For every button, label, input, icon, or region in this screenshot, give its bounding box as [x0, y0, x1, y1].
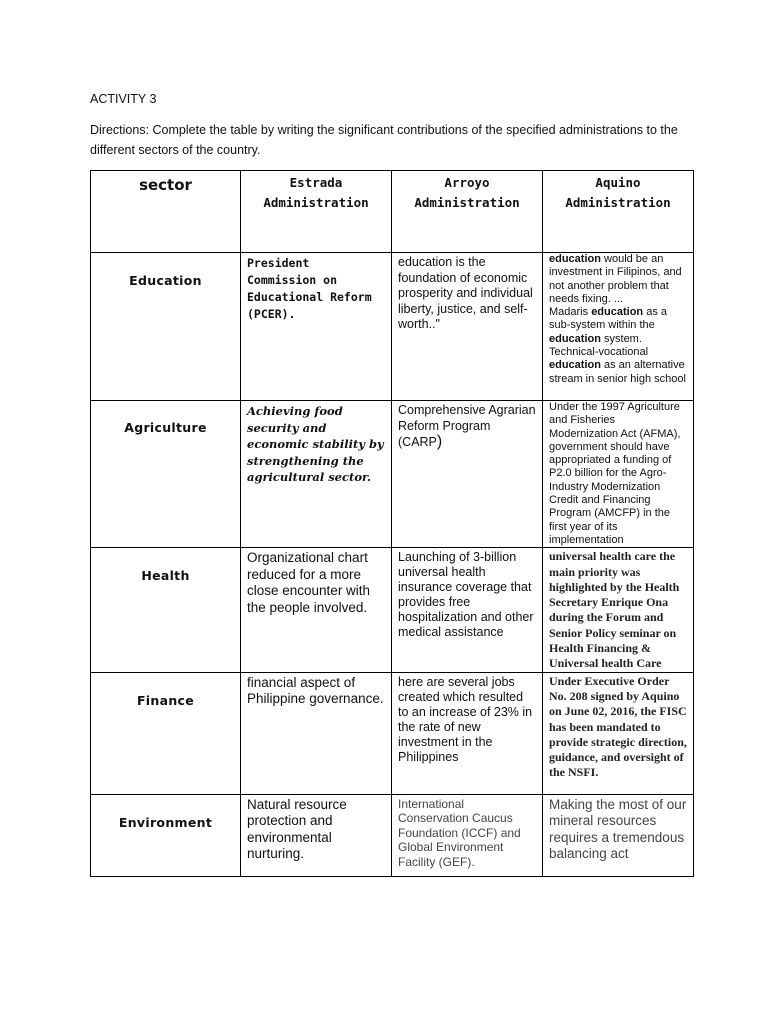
sector-label-education: Education: [129, 273, 202, 288]
aquino-cell-education: [543, 253, 694, 401]
header-arroyo-cell: [392, 171, 543, 253]
estrada-finance-text: financial aspect of Philippine governance.: [247, 674, 384, 707]
sector-cell-environment: [91, 794, 241, 876]
estrada-environment-text: Natural resource protection and environmental nurturing.: [247, 796, 347, 862]
header-arroyo: [392, 171, 542, 213]
arroyo-education-text: education is the foundation of economic prosperity and individual liberty, justice, and self-worth..": [398, 255, 533, 331]
estrada-cell-education: [241, 253, 392, 401]
aquino-education-p3-pre: Technical-vocational: [549, 346, 649, 359]
aquino-agriculture-text: Under the 1997 Agriculture and Fisheries Modernization Act (AFMA), government should have appropriated a funding of P2.0 billion for the Agro-Industry Modernization Credit and Financing Program (AMCFP) in the first year of its implementation: [549, 401, 681, 546]
header-estrada-line2: Administration: [263, 195, 369, 210]
aquino-education-p3-post: as an alternative stream in senior high school: [549, 359, 686, 385]
arroyo-finance-text: here are several jobs created which resulted to an increase of 23% in the rate of new investment in the Philippines: [398, 674, 533, 764]
aquino-education-text: [543, 253, 693, 386]
header-arroyo-line1: Arroyo: [444, 175, 490, 190]
estrada-education-text: President Commission on Educational Reform (PCER).: [247, 256, 372, 321]
estrada-cell-environment: [241, 794, 392, 876]
sector-label-finance: Finance: [136, 692, 195, 708]
header-estrada-cell: [241, 171, 392, 253]
sector-label-agriculture: Agriculture: [124, 420, 207, 435]
arroyo-health-text: Launching of 3-billion universal health insurance coverage that provides free hospitalization and other medical assistance: [398, 550, 534, 640]
estrada-agriculture-text: Achieving food security and economic stability by strengthening the agricultural sector.: [247, 404, 384, 484]
contributions-table: [90, 170, 694, 877]
arroyo-agriculture-paren: ): [436, 433, 443, 450]
directions-text: Directions: Complete the table by writing the significant contributions of the specified administrations to the different sectors of the country.: [90, 123, 678, 157]
header-aquino: [543, 171, 693, 213]
sector-cell-health: [91, 548, 241, 672]
aquino-education-p2: [549, 306, 687, 346]
activity-title: ACTIVITY 3: [90, 92, 157, 106]
aquino-education-p2-bold2: education: [549, 332, 601, 345]
aquino-education-p1-bold: education: [549, 253, 601, 265]
table-row-education: [91, 253, 694, 401]
table-row-finance: [91, 672, 694, 794]
header-arroyo-line2: Administration: [414, 195, 520, 210]
aquino-cell-health: [543, 548, 694, 672]
header-estrada-line1: Estrada: [289, 175, 343, 190]
header-row: [91, 171, 694, 253]
sector-cell-finance: [91, 672, 241, 794]
aquino-health-text: universal health care the main priority was highlighted by the Health Secretary Enrique Ona during the Forum and Senior Policy seminar on Health Financing & Universal health Care: [549, 549, 680, 671]
aquino-education-p2-end: system.: [600, 332, 642, 345]
header-aquino-cell: [543, 171, 694, 253]
aquino-education-p2-bold: education: [591, 306, 644, 319]
aquino-cell-finance: [543, 672, 694, 794]
estrada-cell-agriculture: [241, 401, 392, 548]
aquino-education-p1: [549, 253, 687, 306]
estrada-cell-finance: [241, 672, 392, 794]
arroyo-cell-health: [392, 548, 543, 672]
arroyo-cell-environment: [392, 794, 543, 876]
aquino-education-p2-post: as a sub-system within the: [549, 306, 667, 332]
arroyo-cell-finance: [392, 672, 543, 794]
sector-cell-education: [91, 253, 241, 401]
estrada-cell-health: [241, 548, 392, 672]
arroyo-cell-education: [392, 253, 543, 401]
aquino-finance-text: Under Executive Order No. 208 signed by Aquino on June 02, 2016, the FISC has been mandated to provide strategic direction, guidance, and oversight of the NSFI.: [549, 673, 687, 780]
header-sector-cell: [91, 171, 241, 253]
aquino-education-p3-bold: education: [549, 359, 601, 372]
header-sector: sector: [139, 176, 192, 194]
aquino-environment-text: Making the most of our mineral resources requires a tremendous balancing act: [549, 796, 687, 862]
arroyo-environment-text: International Conservation Caucus Foundation (ICCF) and Global Environment Facility (GEF).: [398, 796, 521, 869]
aquino-cell-environment: [543, 794, 694, 876]
arroyo-agriculture-text: [392, 401, 542, 451]
sector-cell-agriculture: [91, 401, 241, 548]
arroyo-agriculture-main: Comprehensive Agrarian Reform Program (CARP: [398, 403, 536, 449]
arroyo-cell-agriculture: [392, 401, 543, 548]
estrada-health-text: Organizational chart reduced for a more close encounter with the people involved.: [247, 550, 371, 615]
header-aquino-line2: Administration: [565, 195, 671, 210]
table-row-agriculture: [91, 401, 694, 548]
aquino-education-p3: [549, 346, 687, 386]
header-estrada: [241, 171, 391, 213]
table-row-environment: [91, 794, 694, 876]
aquino-cell-agriculture: [543, 401, 694, 548]
sector-label-health: Health: [141, 568, 190, 584]
sector-label-environment: Environment: [118, 814, 213, 830]
aquino-education-p1-rest: would be an investment in Filipinos, and not another problem that needs fixing. ...: [549, 253, 682, 305]
table-row-health: [91, 548, 694, 672]
aquino-education-p2-pre: Madaris: [549, 306, 592, 319]
header-aquino-line1: Aquino: [595, 175, 641, 190]
